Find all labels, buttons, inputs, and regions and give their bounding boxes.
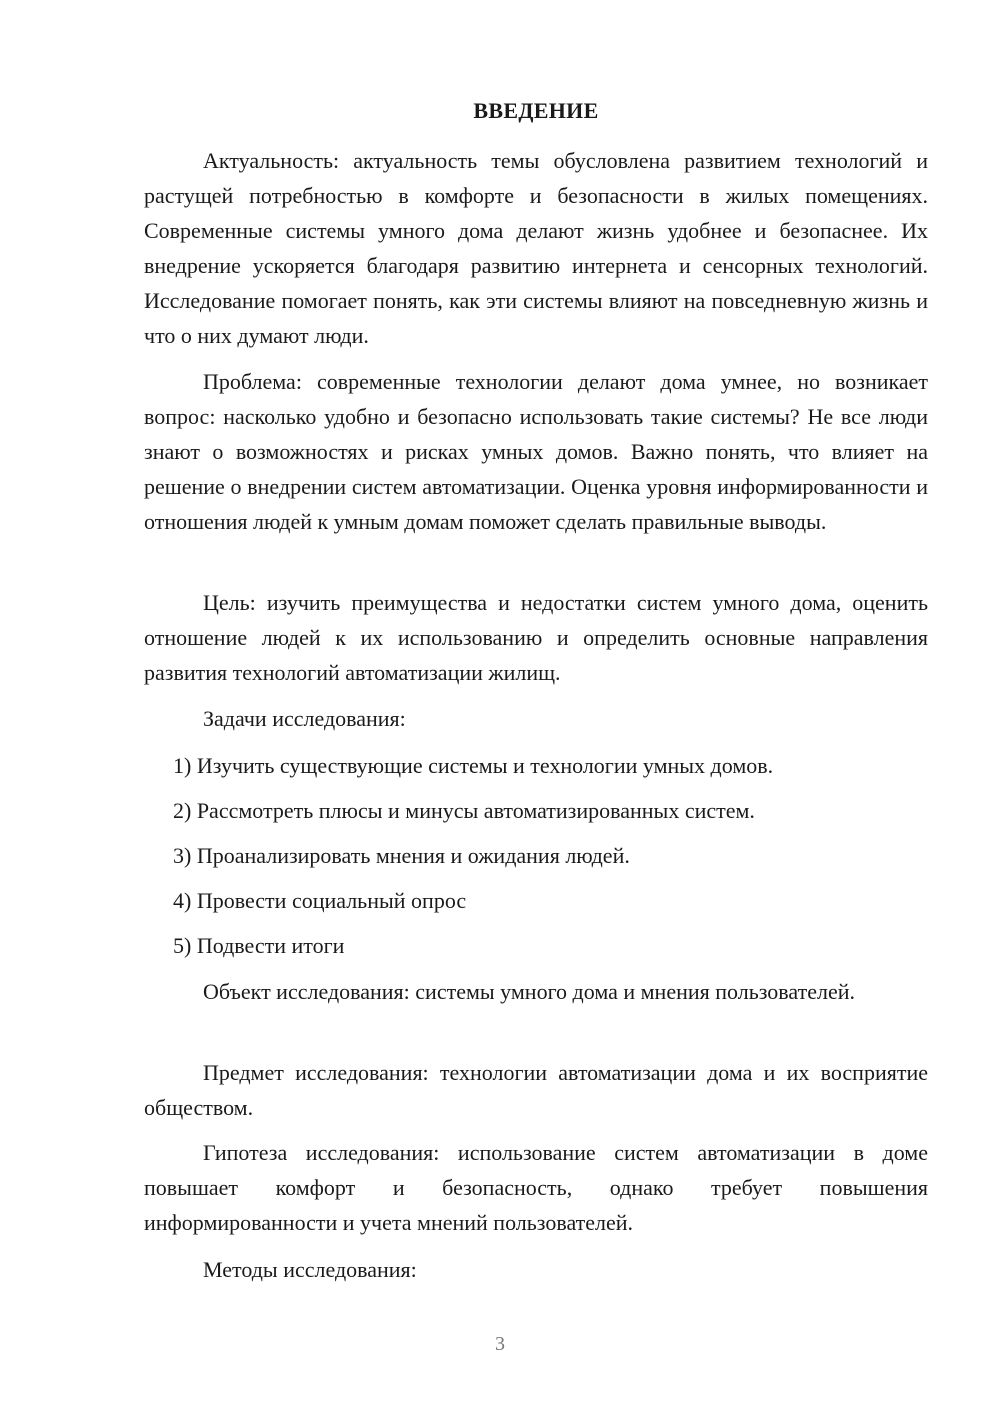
- paragraph-hypothesis: Гипотеза исследования: использование систем автоматизации в доме повышает комфорт и безопасность, однако требует повышения информированности и учета мнений пользователей.: [144, 1140, 928, 1235]
- task-item-4: 4) Провести социальный опрос: [173, 888, 467, 913]
- task-item-1: 1) Изучить существующие системы и технологии умных домов.: [173, 753, 774, 778]
- task-item-5: 5) Подвести итоги: [173, 933, 345, 958]
- task-item-2: 2) Рассмотреть плюсы и минусы автоматизированных систем.: [173, 798, 755, 823]
- paragraph-object: Объект исследования: системы умного дома и мнения пользователей.: [203, 979, 855, 1004]
- tasks-title: Задачи исследования:: [203, 706, 406, 731]
- task-item-3: 3) Проанализировать мнения и ожидания людей.: [173, 843, 630, 868]
- section-heading: ВВЕДЕНИЕ: [473, 98, 599, 123]
- paragraph-problem: Проблема: современные технологии делают дома умнее, но возникает вопрос: насколько удобно и безопасно использовать такие системы? Не все люди знают о возможностях и рисках умных домов. Важно понять, что влияет на решение о внедрении систем автоматизации. Оценка уровня информированности и отношения людей к умным домам поможет сделать правильные выводы.: [144, 369, 928, 534]
- methods-title: Методы исследования:: [203, 1257, 417, 1282]
- page-number: 3: [495, 1333, 505, 1355]
- paragraph-goal: Цель: изучить преимущества и недостатки систем умного дома, оценить отношение людей к их использованию и определить основные направления развития технологий автоматизации жилищ.: [144, 590, 928, 685]
- paragraph-subject: Предмет исследования: технологии автоматизации дома и их восприятие обществом.: [144, 1060, 928, 1120]
- paragraph-relevance: Актуальность: актуальность темы обусловлена развитием технологий и растущей потребностью в комфорте и безопасности в жилых помещениях. Современные системы умного дома делают жизнь удобнее и безопаснее. Их внедрение ускоряется благодаря развитию интернета и сенсорных технологий. Исследование помогает понять, как эти системы влияют на повседневную жизнь и что о них думают люди.: [144, 148, 928, 348]
